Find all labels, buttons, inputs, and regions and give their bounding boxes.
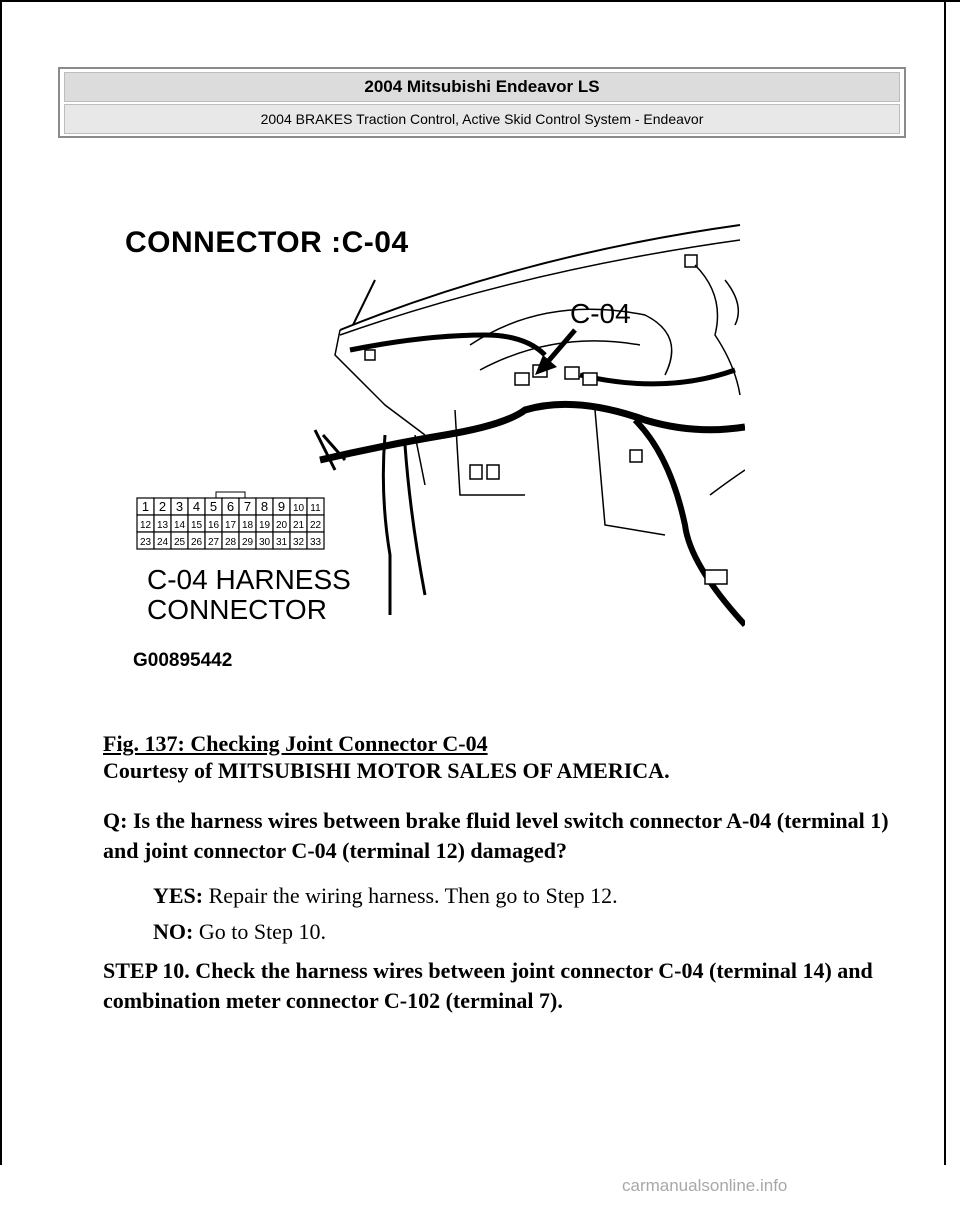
terminal-number: 1 xyxy=(141,499,150,514)
caption-title: Fig. 137: Checking Joint Connector C-04 xyxy=(103,731,488,756)
terminal-number: 26 xyxy=(190,537,203,548)
terminal-number: 15 xyxy=(190,520,203,531)
terminal-number: 7 xyxy=(243,499,252,514)
terminal-number: 13 xyxy=(156,520,169,531)
terminal-number: 29 xyxy=(241,537,254,548)
figure-id: G00895442 xyxy=(133,650,233,671)
terminal-number: 6 xyxy=(226,499,235,514)
terminal-number: 8 xyxy=(260,499,269,514)
harness-label-line1: C-04 HARNESS xyxy=(147,564,351,595)
terminal-number: 33 xyxy=(309,537,322,548)
terminal-number: 10 xyxy=(292,503,305,514)
header-subtitle: 2004 BRAKES Traction Control, Active Skid Control System - Endeavor xyxy=(64,104,900,134)
header-title: 2004 Mitsubishi Endeavor LS xyxy=(64,72,900,102)
terminal-number: 20 xyxy=(275,520,288,531)
terminal-number: 24 xyxy=(156,537,169,548)
watermark: carmanualsonline.info xyxy=(622,1176,788,1195)
terminal-number: 19 xyxy=(258,520,271,531)
answer-no-label: NO: xyxy=(153,919,194,944)
terminal-number: 22 xyxy=(309,520,322,531)
question-text: Q: Is the harness wires between brake fluid level switch connector A-04 (terminal 1) and joint connector C-04 (terminal 12) damaged? xyxy=(103,808,889,863)
page-border-top xyxy=(0,0,960,2)
terminal-number: 17 xyxy=(224,520,237,531)
terminal-number: 30 xyxy=(258,537,271,548)
terminal-number: 23 xyxy=(139,537,152,548)
document-header xyxy=(58,67,906,138)
terminal-number: 2 xyxy=(158,499,167,514)
terminal-number: 18 xyxy=(241,520,254,531)
connector-title: CONNECTOR :C-04 xyxy=(125,226,409,259)
terminal-number: 31 xyxy=(275,537,288,548)
terminal-number: 32 xyxy=(292,537,305,548)
terminal-number: 5 xyxy=(209,499,218,514)
step-10-text: STEP 10. Check the harness wires between joint connector C-04 (terminal 14) and combination meter connector C-102 (terminal 7). xyxy=(103,958,873,1013)
terminal-number: 16 xyxy=(207,520,220,531)
answer-no xyxy=(153,918,326,946)
terminal-number: 27 xyxy=(207,537,220,548)
terminal-number: 11 xyxy=(310,503,321,514)
figure-caption xyxy=(103,730,670,784)
callout-label: C-04 xyxy=(570,298,631,329)
terminal-number: 4 xyxy=(192,499,201,514)
terminal-number: 25 xyxy=(173,537,186,548)
terminal-number: 3 xyxy=(175,499,184,514)
answer-no-text: Go to Step 10. xyxy=(193,919,326,944)
harness-label-line2: CONNECTOR xyxy=(147,594,327,625)
caption-courtesy: Courtesy of MITSUBISHI MOTOR SALES OF AMERICA. xyxy=(103,758,670,783)
connector-key-tab xyxy=(216,492,245,498)
terminal-number: 14 xyxy=(173,520,186,531)
answer-yes xyxy=(153,882,618,910)
page-border-right xyxy=(944,0,946,1165)
terminal-number: 9 xyxy=(277,499,286,514)
page-border-left xyxy=(0,0,2,1165)
terminal-number: 12 xyxy=(139,520,152,531)
answer-yes-text: Repair the wiring harness. Then go to Step 12. xyxy=(203,883,618,908)
terminal-number: 28 xyxy=(224,537,237,548)
terminal-number: 21 xyxy=(292,520,305,531)
terminal-grid xyxy=(137,492,324,549)
answer-yes-label: YES: xyxy=(153,883,204,908)
